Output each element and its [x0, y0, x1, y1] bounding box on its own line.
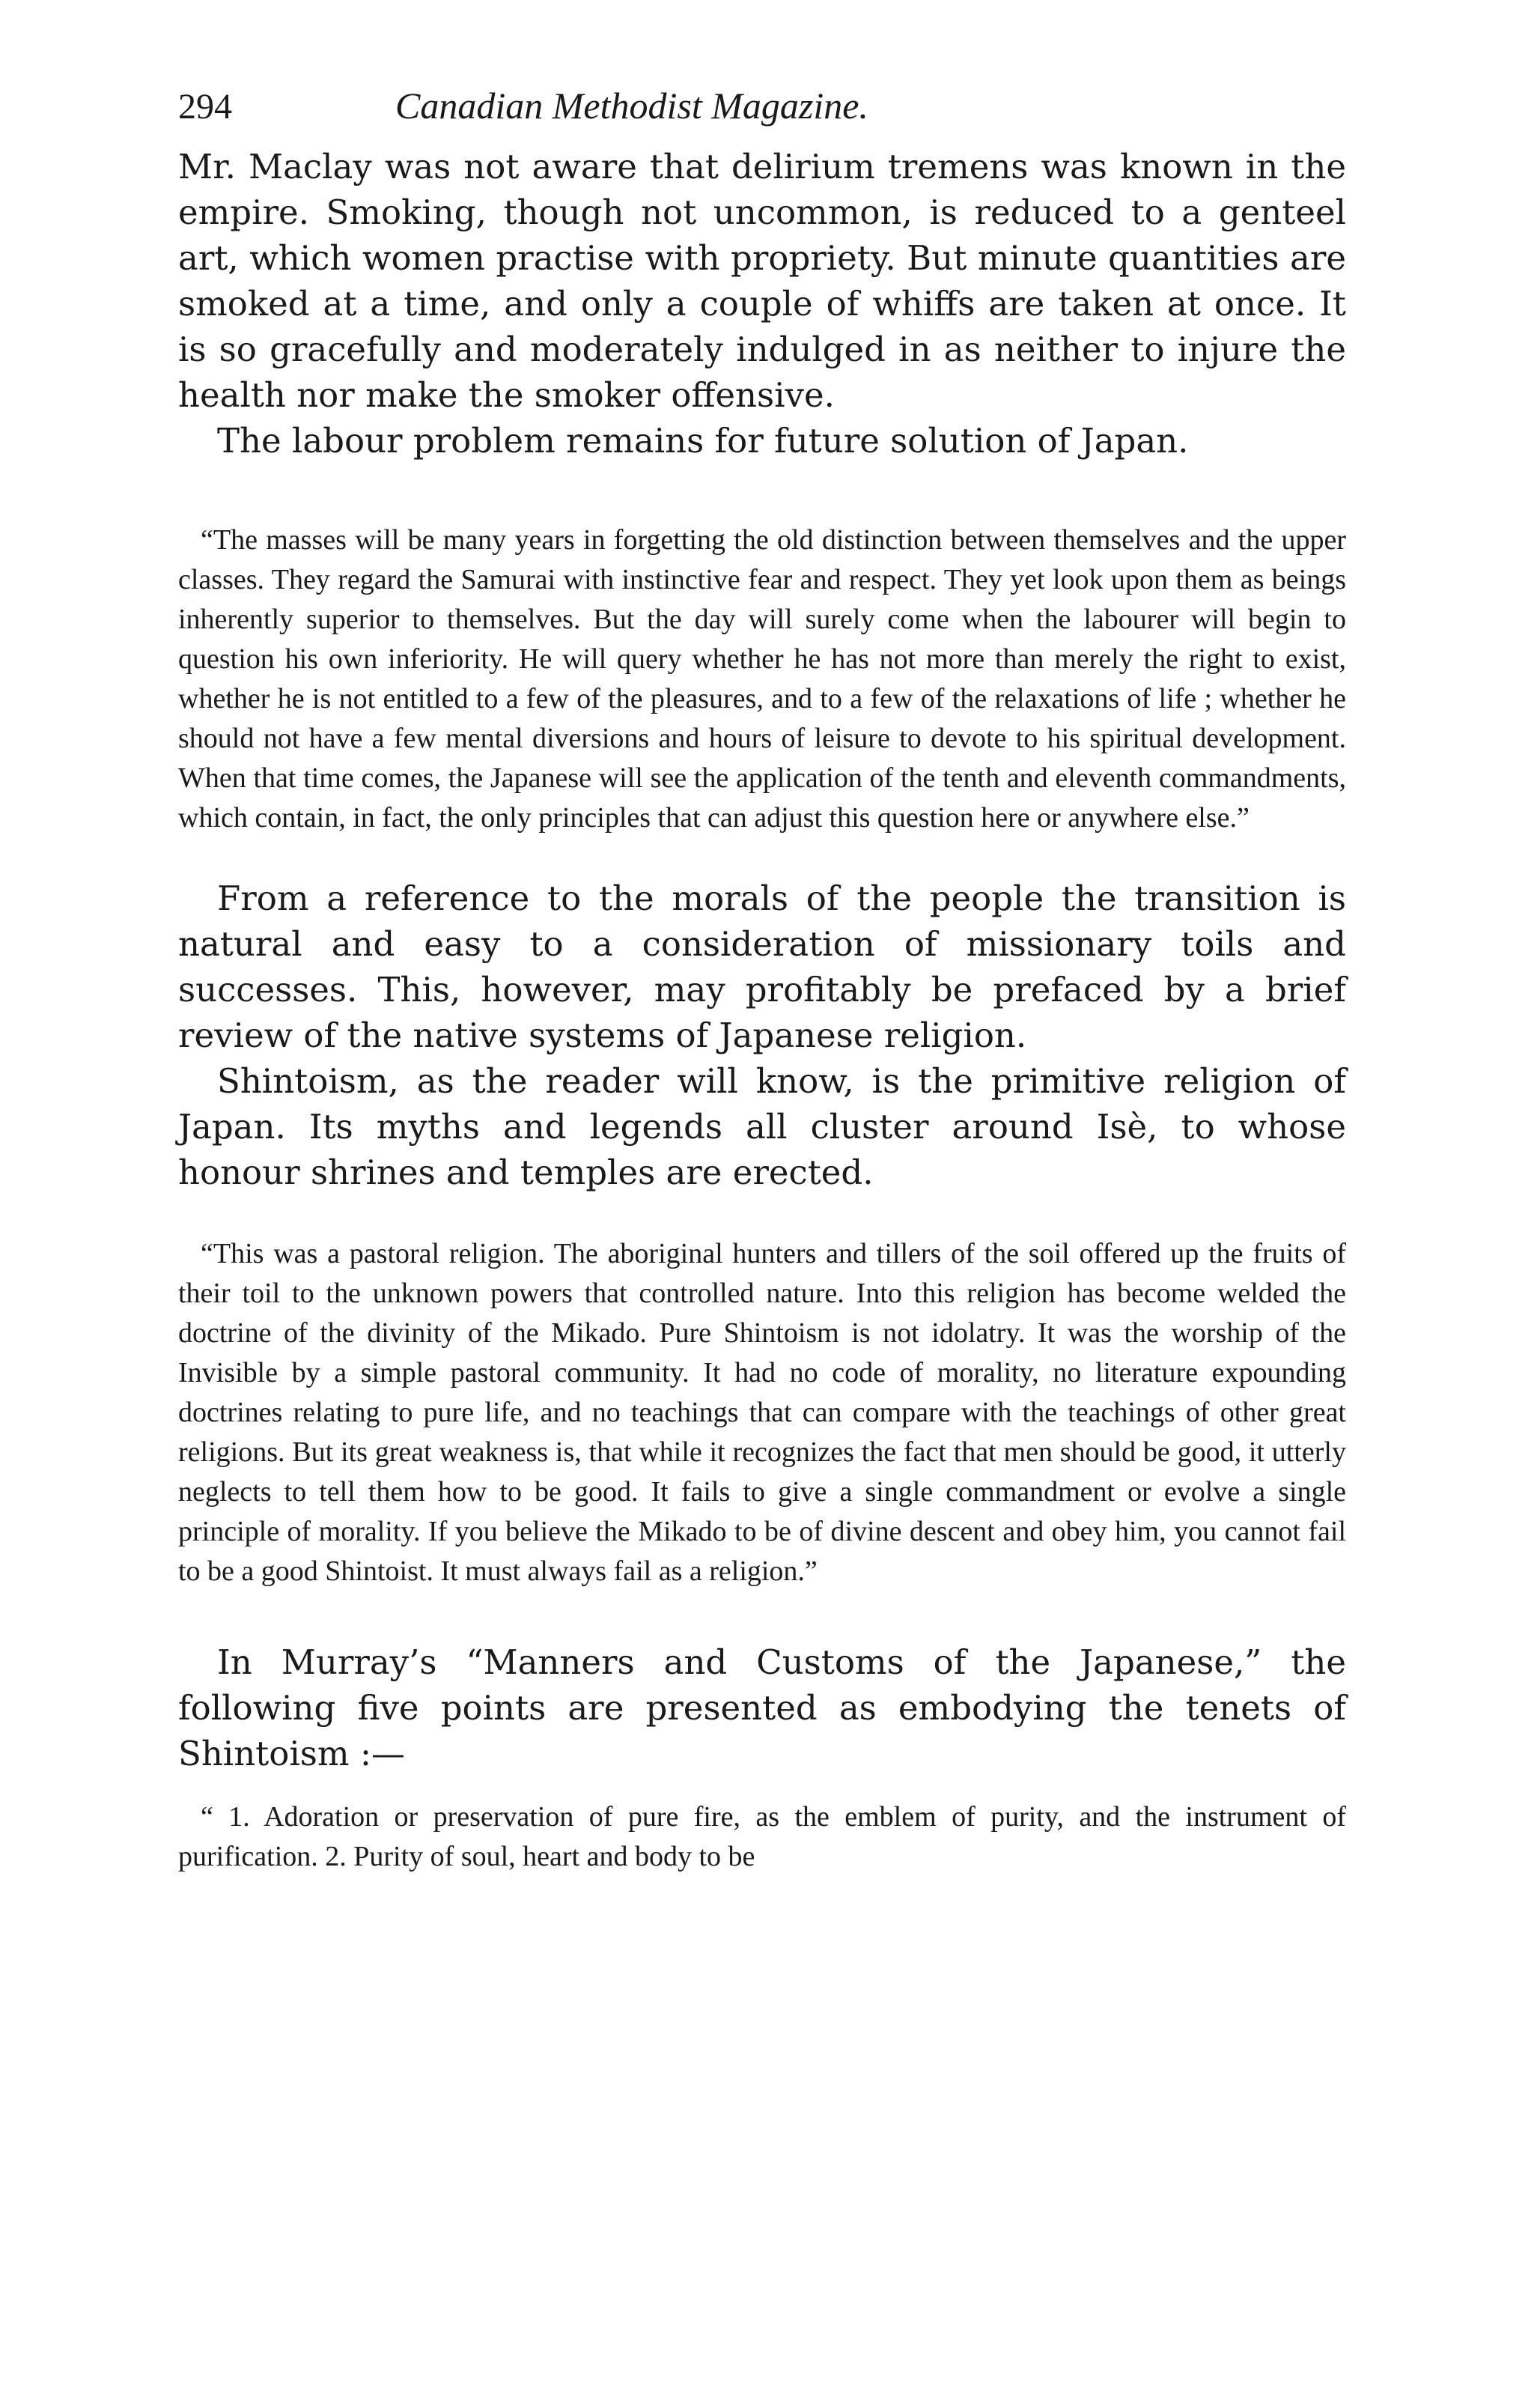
running-title: Canadian Methodist Magazine. [395, 85, 868, 127]
quote-tenets: “ 1. Adoration or preservation of pure fire, as the emblem of purity, and the instrument of purification. 2. Purity of soul, heart and body to be [178, 1801, 1346, 1872]
quote-pastoral-religion: “This was a pastoral religion. The aboriginal hunters and tillers of the soil offered up the fruits of their toil to the unknown powers that controlled nature. Into this religion has become welded the doctrine of the divinity of the Mikado. Pure Shintoism is not idolatry. It was the worship of the Invisible by a simple pastoral community. It had no code of morality, no literature expounding doctrines relating to pure life, and no teachings that can compare with the teachings of other great religions. But its great weakness is, that while it recognizes the fact that men should be good, it utterly neglects to tell them how to be good. It fails to give a single commandment or evolve a single principle of morality. If you believe the Mikado to be of divine descent and obey him, you cannot fail to be a good Shintoist. It must always fail as a religion.” [178, 1238, 1346, 1587]
spacer [178, 1776, 1346, 1797]
paragraph-murray: In Murray’s “Manners and Customs of the Japanese,” the following five points are presented as embodying the tenets of Shintoism :— [178, 1642, 1346, 1773]
page-number: 294 [178, 87, 232, 127]
spacer [178, 1591, 1346, 1639]
spacer [178, 464, 1346, 520]
spacer [178, 838, 1346, 875]
spacer [178, 1195, 1346, 1234]
book-page [178, 84, 1346, 1877]
paragraph-labour-problem: The labour problem remains for future solution of Japan. [217, 421, 1189, 461]
paragraph-transition: From a reference to the morals of the people the transition is natural and easy to a consideration of missionary toils and successes. This, however, may profitably be prefaced by a brief review of the native systems of Japanese religion. [178, 878, 1346, 1055]
page-header [178, 84, 1346, 144]
paragraph-shintoism: Shintoism, as the reader will know, is the primitive religion of Japan. Its myths and legends all cluster around Isè, to whose honour shrines and temples are erected. [178, 1061, 1346, 1192]
paragraph-delirium: Mr. Maclay was not aware that delirium tremens was known in the empire. Smoking, though not uncommon, is reduced to a genteel art, which women practise with propriety. But minute quantities are smoked at a time, and only a couple of whiffs are taken at once. It is so gracefully and moderately indulged in as neither to injure the health nor make the smoker offensive. [178, 147, 1346, 415]
quote-masses: “The masses will be many years in forgetting the old distinction between themselves and the upper classes. They regard the Samurai with instinctive fear and respect. They yet look upon them as beings inherently superior to themselves. But the day will surely come when the labourer will begin to question his own inferiority. He will query whether he has not more than merely the right to exist, whether he is not entitled to a few of the pleasures, and to a few of the relaxations of life ; whether he should not have a few mental diversions and hours of leisure to devote to his spiritual development. When that time comes, the Japanese will see the application of the tenth and eleventh commandments, which contain, in fact, the only principles that can adjust this question here or anywhere else.” [178, 524, 1346, 834]
